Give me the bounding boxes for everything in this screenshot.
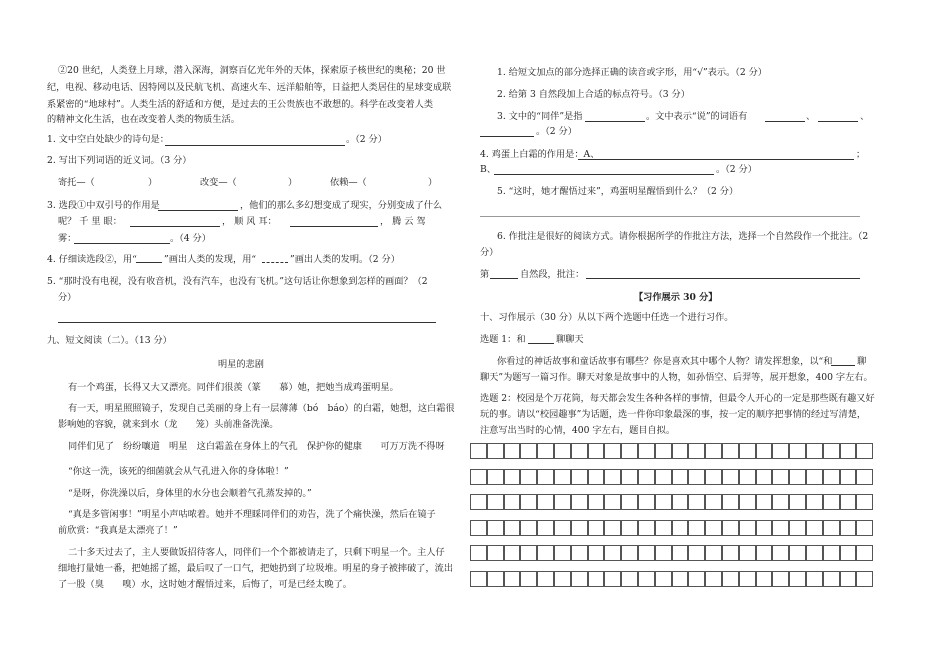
grid-cell[interactable] [789, 571, 806, 587]
grid-cell[interactable] [604, 520, 621, 536]
grid-cell[interactable] [672, 443, 689, 459]
story-paragraph-2: 有一天，明星照照镜子，发现自己美丽的身上有一层薄薄（bó báo）的白霜，她想，这白霜很 [68, 403, 455, 414]
topic-2-line-1: 选题 2：校园是个万花筒，每天都会发生各种各样的事情，但最令人开心的一定是那些既有趣又好 [480, 393, 875, 404]
grid-cell[interactable] [554, 443, 571, 459]
right-question-3-points: 。（2 分） [536, 126, 577, 137]
grid-cell[interactable] [705, 545, 722, 561]
synonym-word-2: 改变—（ [200, 177, 237, 188]
grid-cell[interactable] [604, 443, 621, 459]
grid-cell[interactable] [672, 520, 689, 536]
answer-line[interactable] [58, 322, 436, 323]
grid-cell[interactable] [705, 494, 722, 510]
story-paragraph-6-cont: 前欣赏：“我真是太漂亮了！” [58, 525, 178, 536]
grid-cell[interactable] [504, 545, 521, 561]
grid-cell[interactable] [504, 494, 521, 510]
right-question-6-label-2: 自然段，批注： [520, 269, 585, 280]
grid-cell[interactable] [588, 469, 605, 485]
grid-cell[interactable] [789, 469, 806, 485]
grid-cell[interactable] [655, 443, 672, 459]
grid-cell[interactable] [470, 494, 487, 510]
question-3-label-c: ， 腾 云 驾 [380, 216, 426, 227]
grid-cell[interactable] [705, 520, 722, 536]
grid-cell[interactable] [638, 545, 655, 561]
question-3: 3. 选段①中双引号的作用是 [47, 200, 160, 211]
grid-cell[interactable] [756, 520, 773, 536]
grid-cell[interactable] [520, 443, 537, 459]
grid-row [470, 571, 874, 597]
grid-cell[interactable] [588, 545, 605, 561]
story-paragraph-6: “真是多管闲事！”明星小声咕哝着。她并不理睬同伴们的劝告，洗了个痛快澡，然后在镜子 [68, 509, 436, 520]
grid-cell[interactable] [789, 443, 806, 459]
right-question-1: 1. 给短文加点的部分选择正确的读音或字形，用“√”表示。（2 分） [497, 67, 767, 78]
grid-cell[interactable] [520, 469, 537, 485]
grid-cell[interactable] [688, 443, 705, 459]
grid-cell[interactable] [554, 571, 571, 587]
right-question-6: 6. 作批注是很好的阅读方式。请你根据所学的作批注方法，选择一个自然段作一个批注。（2 [497, 231, 869, 242]
grid-cell[interactable] [520, 520, 537, 536]
grid-cell[interactable] [688, 571, 705, 587]
grid-cell[interactable] [571, 545, 588, 561]
grid-cell[interactable] [604, 469, 621, 485]
story-paragraph-3: 同伴们见了 纷纷嚷道 明星 这白霜盖在身体上的气孔 保护你的健康 可万万洗不得呀 [68, 441, 445, 452]
grid-cell[interactable] [688, 469, 705, 485]
question-3-cont: ，他们的那么多幻想变成了现实，分别变成了什么 [240, 200, 443, 211]
semicolon: ； [856, 149, 866, 160]
grid-cell[interactable] [823, 545, 840, 561]
grid-cell[interactable] [756, 443, 773, 459]
grid-cell[interactable] [705, 571, 722, 587]
grid-cell[interactable] [655, 520, 672, 536]
answer-blank[interactable] [165, 145, 345, 146]
grid-cell[interactable] [504, 443, 521, 459]
grid-cell[interactable] [604, 494, 621, 510]
question-1-points: 。（2 分） [346, 134, 387, 145]
grid-cell[interactable] [621, 494, 638, 510]
grid-row [470, 545, 874, 571]
grid-cell[interactable] [638, 520, 655, 536]
answer-blank[interactable] [130, 226, 220, 227]
paren-close: ） [428, 177, 438, 188]
story-paragraph-5: “是呀，你洗澡以后，身体里的水分也会顺着气孔蒸发掉的。” [68, 488, 312, 499]
grid-cell[interactable] [588, 571, 605, 587]
grid-cell[interactable] [840, 469, 857, 485]
topic-1-desc-cont: 聊天”为题写一篇习作。聊天对象是故事中的人物，如孙悟空、后羿等，展开想象，400 字左右。 [480, 372, 873, 383]
grid-cell[interactable] [823, 520, 840, 536]
grid-cell[interactable] [789, 545, 806, 561]
grid-cell[interactable] [856, 520, 873, 536]
grid-cell[interactable] [655, 545, 672, 561]
grid-cell[interactable] [739, 469, 756, 485]
topic-1-desc: 你看过的神话故事和童话故事有哪些？你是喜欢其中哪个人物？请发挥想象，以“和 [497, 356, 833, 367]
synonym-word-1: 寄托—（ [58, 177, 95, 188]
grid-cell[interactable] [470, 469, 487, 485]
passage-line-4: 的精神文化生活，也在改变着人类的物质生活。 [47, 114, 240, 125]
right-question-5: 5. “这时，她才醒悟过来”，鸡蛋明星醒悟到什么？（2 分） [497, 186, 739, 197]
grid-cell[interactable] [571, 469, 588, 485]
grid-cell[interactable] [621, 520, 638, 536]
grid-cell[interactable] [504, 571, 521, 587]
grid-cell[interactable] [840, 494, 857, 510]
question-3-label-b: ， 顺 风 耳： [222, 216, 277, 227]
grid-cell[interactable] [487, 469, 504, 485]
grid-cell[interactable] [487, 545, 504, 561]
grid-cell[interactable] [504, 469, 521, 485]
grid-cell[interactable] [722, 469, 739, 485]
answer-blank [136, 262, 162, 263]
grid-cell[interactable] [504, 520, 521, 536]
section-head: 【习作展示 30 分】 [634, 292, 718, 303]
answer-blank [262, 262, 288, 263]
story-paragraph-4: “你这一洗，该死的细菌就会从气孔进入你的身体啦！” [68, 466, 289, 477]
grid-cell[interactable] [856, 494, 873, 510]
topic-2-line-2: 玩的事。请以“校园趣事”为话题，选一件你印象最深的事，按一定的顺序把事情的经过写清楚， [480, 409, 867, 420]
question-3-label-d: 雾： [58, 233, 77, 244]
question-3-points: 。（4 分） [170, 233, 211, 244]
right-question-4-b: B、 [480, 164, 496, 175]
answer-line[interactable] [480, 216, 860, 217]
grid-cell[interactable] [588, 520, 605, 536]
grid-cell[interactable] [672, 545, 689, 561]
paren-close: ） [148, 177, 158, 188]
grid-cell[interactable] [571, 520, 588, 536]
grid-cell[interactable] [520, 545, 537, 561]
grid-cell[interactable] [655, 469, 672, 485]
grid-cell[interactable] [638, 571, 655, 587]
grid-cell[interactable] [823, 494, 840, 510]
grid-cell[interactable] [554, 469, 571, 485]
grid-cell[interactable] [739, 520, 756, 536]
answer-blank[interactable] [158, 210, 238, 211]
topic-1-title: 选题 1：和 [480, 334, 526, 345]
grid-cell[interactable] [688, 494, 705, 510]
grid-cell[interactable] [638, 494, 655, 510]
story-paragraph-7: 二十多天过去了，主人要做饭招待客人，同伴们一个个都被请走了，只剩下明星一个。主人仔 [68, 547, 445, 558]
grid-cell[interactable] [638, 469, 655, 485]
question-4-part-2: ”画出人类的发现，用“ [164, 254, 257, 265]
grid-cell[interactable] [739, 571, 756, 587]
grid-cell[interactable] [672, 571, 689, 587]
grid-cell[interactable] [537, 443, 554, 459]
grid-cell[interactable] [705, 443, 722, 459]
grid-cell[interactable] [806, 520, 823, 536]
grid-cell[interactable] [823, 443, 840, 459]
grid-cell[interactable] [621, 571, 638, 587]
grid-cell[interactable] [571, 571, 588, 587]
grid-cell[interactable] [840, 443, 857, 459]
grid-cell[interactable] [688, 545, 705, 561]
grid-cell[interactable] [739, 443, 756, 459]
grid-cell[interactable] [554, 545, 571, 561]
grid-cell[interactable] [470, 571, 487, 587]
question-5-points: 分） [58, 292, 77, 303]
grid-cell[interactable] [722, 545, 739, 561]
grid-cell[interactable] [856, 469, 873, 485]
right-question-4-points: 。（2 分） [716, 164, 757, 175]
grid-cell[interactable] [638, 443, 655, 459]
grid-cell[interactable] [571, 443, 588, 459]
grid-cell[interactable] [856, 571, 873, 587]
grid-cell[interactable] [806, 571, 823, 587]
grid-cell[interactable] [756, 494, 773, 510]
right-question-6-label: 第 [480, 269, 490, 280]
question-3-label-a: 呢？ 千 里 眼： [58, 216, 122, 227]
right-question-3: 3. 文中的“同伴”是指 [497, 111, 583, 122]
grid-cell[interactable] [621, 469, 638, 485]
grid-cell[interactable] [520, 494, 537, 510]
grid-cell[interactable] [705, 469, 722, 485]
grid-cell[interactable] [655, 494, 672, 510]
grid-cell[interactable] [571, 494, 588, 510]
grid-cell[interactable] [840, 545, 857, 561]
grid-cell[interactable] [470, 545, 487, 561]
grid-cell[interactable] [470, 443, 487, 459]
grid-cell[interactable] [789, 520, 806, 536]
right-question-6-points: 分） [480, 247, 499, 258]
grid-cell[interactable] [537, 571, 554, 587]
answer-blank[interactable] [74, 243, 170, 244]
grid-cell[interactable] [806, 469, 823, 485]
grid-cell[interactable] [856, 545, 873, 561]
grid-cell[interactable] [756, 545, 773, 561]
right-question-2: 2. 给第 3 自然段加上合适的标点符号。（3 分） [497, 89, 690, 100]
grid-cell[interactable] [621, 443, 638, 459]
grid-cell[interactable] [722, 571, 739, 587]
separator: 、 [860, 111, 870, 122]
grid-cell[interactable] [554, 494, 571, 510]
grid-cell[interactable] [756, 469, 773, 485]
separator: 、 [806, 111, 816, 122]
grid-cell[interactable] [672, 494, 689, 510]
answer-blank[interactable] [831, 365, 855, 366]
grid-cell[interactable] [588, 494, 605, 510]
grid-cell[interactable] [856, 443, 873, 459]
grid-cell[interactable] [487, 520, 504, 536]
question-4-part-3: ”画出人类的发明。（2 分） [290, 254, 400, 265]
synonym-word-3: 依赖—（ [330, 177, 367, 188]
grid-cell[interactable] [537, 494, 554, 510]
grid-row [470, 469, 874, 495]
answer-blank[interactable] [765, 121, 805, 122]
grid-cell[interactable] [604, 545, 621, 561]
grid-cell[interactable] [772, 443, 789, 459]
answer-blank[interactable] [818, 121, 858, 122]
grid-cell[interactable] [722, 494, 739, 510]
story-paragraph-7-cont-2: 了一股（臭 嗅）水，这时她才醒悟过来，后悔了，可是已经太晚了。 [58, 579, 352, 590]
grid-cell[interactable] [722, 520, 739, 536]
passage-line-1: ②20 世纪，人类登上月球，潜入深海，洞察百亿光年外的天体，探索原子核世纪的奥秘；20 世 [58, 65, 446, 76]
grid-cell[interactable] [739, 494, 756, 510]
grid-cell[interactable] [688, 520, 705, 536]
section-9-heading: 九、短文阅读（二）。（13 分） [47, 335, 172, 346]
answer-blank[interactable] [585, 121, 645, 122]
grid-cell[interactable] [487, 571, 504, 587]
topic-1-desc-char: 聊 [857, 356, 867, 367]
grid-cell[interactable] [739, 545, 756, 561]
topic-2-line-3: 注意写出当时的心情，400 字左右，题目自拟。 [480, 425, 676, 436]
question-5: 5. “那时没有电视，没有收音机，没有汽车，也没有飞机。”这句话让你想象到怎样的画面？（2 [47, 276, 428, 287]
grid-cell[interactable] [554, 520, 571, 536]
grid-cell[interactable] [840, 571, 857, 587]
grid-cell[interactable] [823, 469, 840, 485]
answer-blank[interactable] [290, 226, 378, 227]
answer-blank[interactable] [578, 159, 854, 160]
story-title: 明星的悲剧 [218, 359, 264, 370]
grid-cell[interactable] [806, 494, 823, 510]
grid-cell[interactable] [772, 469, 789, 485]
story-paragraph-7-cont-1: 细地打量她一番，把她摇了摇，最后叹了一口气，把她扔到了垃圾堆。明星的身子被摔破了，流出 [58, 563, 454, 574]
grid-cell[interactable] [722, 443, 739, 459]
grid-cell[interactable] [789, 494, 806, 510]
grid-row [470, 494, 874, 520]
right-question-4: 4. 鸡蛋上白霜的作用是：A、 [480, 149, 600, 160]
grid-cell[interactable] [487, 494, 504, 510]
grid-cell[interactable] [655, 571, 672, 587]
paren-close: ） [288, 177, 298, 188]
question-1: 1. 文中空白处缺少的诗句是： [47, 134, 169, 145]
passage-line-3: 系紧密的“地球村”。人类生活的舒适和方便，是过去的王公贵族也不敢想的。科学在改变着人类 [47, 99, 434, 110]
grid-cell[interactable] [772, 494, 789, 510]
grid-row [470, 443, 874, 469]
grid-cell[interactable] [487, 443, 504, 459]
grid-cell[interactable] [756, 571, 773, 587]
answer-blank[interactable] [586, 278, 860, 279]
grid-cell[interactable] [772, 571, 789, 587]
grid-cell[interactable] [823, 571, 840, 587]
story-paragraph-1: 有一个鸡蛋，长得又大又漂亮。同伴们很羡（篆 慕）她，把她当成鸡蛋明星。 [68, 382, 399, 393]
right-question-3-cont: 。文中表示“说”的词语有 [646, 111, 748, 122]
grid-cell[interactable] [772, 520, 789, 536]
answer-blank[interactable] [480, 136, 534, 137]
answer-blank[interactable] [490, 278, 518, 279]
grid-cell[interactable] [806, 545, 823, 561]
grid-cell[interactable] [772, 545, 789, 561]
answer-blank[interactable] [494, 174, 714, 175]
grid-cell[interactable] [520, 571, 537, 587]
grid-cell[interactable] [806, 443, 823, 459]
grid-cell[interactable] [537, 545, 554, 561]
story-paragraph-2-cont: 影响她的容貌，就来到水（龙 笼）头前准备洗澡。 [58, 419, 279, 430]
question-2: 2. 写出下列词语的近义词。（3 分） [47, 155, 192, 166]
section-10-heading: 十、习作展示（30 分）从以下两个选题中任选一个进行习作。 [480, 312, 734, 323]
grid-cell[interactable] [621, 545, 638, 561]
grid-cell[interactable] [604, 571, 621, 587]
grid-cell[interactable] [588, 443, 605, 459]
question-4-part-1: 4. 仔细读选段②，用“ [47, 254, 137, 265]
answer-blank[interactable] [528, 343, 554, 344]
topic-1-title-end: 聊聊天 [556, 334, 584, 345]
passage-line-2: 纪，电视、移动电话、因特网以及民航飞机、高速火车、远洋船舶等，日益把人类居住的星球变成联 [47, 82, 452, 93]
writing-grid[interactable] [470, 443, 874, 596]
grid-cell[interactable] [470, 520, 487, 536]
grid-row [470, 520, 874, 546]
grid-cell[interactable] [537, 469, 554, 485]
grid-cell[interactable] [537, 520, 554, 536]
grid-cell[interactable] [672, 469, 689, 485]
grid-cell[interactable] [840, 520, 857, 536]
